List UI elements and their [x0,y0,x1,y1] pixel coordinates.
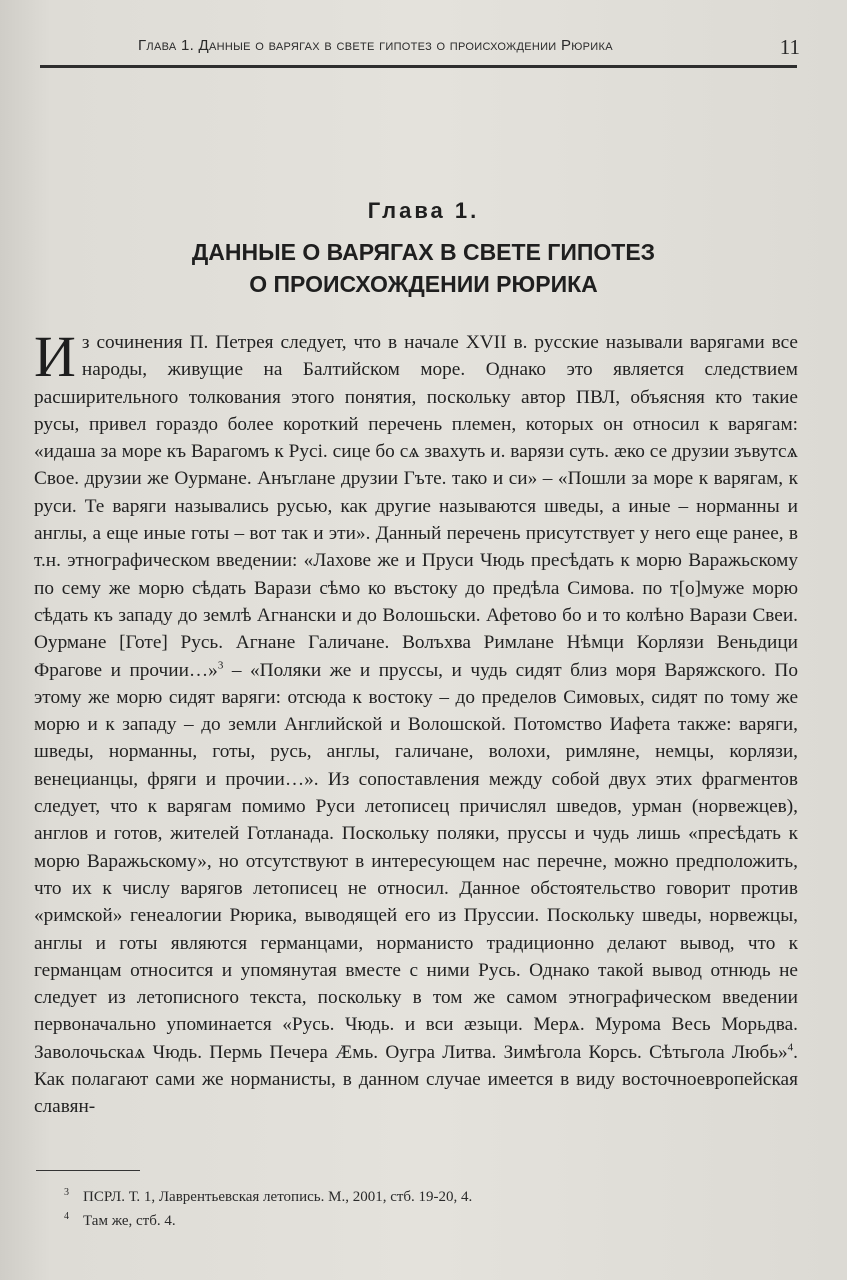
running-head: Глава 1. Данные о варягах в свете гипотез о происхождении Рюрика [138,37,613,54]
page-number: 11 [779,35,800,59]
header-rule [40,65,797,68]
page-header [40,33,800,63]
footnote-number: 3 [64,1187,69,1198]
body-text [34,324,798,1121]
footnote-ref-4[interactable]: 4 [787,1041,794,1054]
footnote-4 [64,1207,784,1231]
footnotes [64,1183,784,1231]
footnote-3 [64,1183,784,1207]
footnote-text: ПСРЛ. Т. 1, Лаврентьевская летопись. М., 2001, стб. 19-20, 4. [83,1189,473,1205]
footnote-rule [36,1170,140,1171]
chapter-title-line-1: ДАННЫЕ О ВАРЯГАХ В СВЕТЕ ГИПОТЕЗ [191,239,656,265]
footnote-number: 4 [64,1211,69,1222]
drop-cap: И [34,324,76,389]
body-text-part-3: . Как полагают сами же норманисты, в данном случае имеется в виду восточноевропейская славян- [34,1041,798,1118]
chapter-label: Глава 1. [367,198,480,223]
body-text-part-2: – «Поляки же и пруссы, и чудь сидят близ моря Варяжского. По этому же морю сидят варяги: отсюда к востоку – до пределов Симовых, сидят по тому же морю и к западу – до земли Английской и Волошской. Потомство Иафета также: варяги, шведы, норманны, готы, русь, англы, галичане, волохи, римляне, немцы, корлязи, венецианцы, фряги и прочии…». Из сопоставления между собой двух этих фрагментов следует, что к варягам помимо Руси летописец причислял шведов, урман (норвежцев), англов и готов, жителей Готланада. Поскольку поляки, пруссы и чудь лишь «пресѣдать к морю Варажьскому», но отсутствуют в интересующем нас перечне, можно предположить, что их к числу варягов летописец не относил. Данное обстоятельство говорит против «римской» генеалогии Рюрика, выводящей его из Пруссии. Поскольку шведы, норвежцы, англы и готы являются германцами, норманисто традиционно делают вывод, что к германцам относится и упомянутая вместе с ними Русь. Однако такой вывод отнюдь не следует из летописного текста, поскольку в том же самом этнографическом введении первоначально упоминается «Русь. Чюдь. и вси ӕзыци. Мерѧ. Мурома Весь Морьдва. Заволочьскаѧ Чюдь. Пермь Печера Ӕмь. Оугра Литва. Зимѣгола Корсь. Сѣтьгола Любь» [34,659,798,1063]
chapter-title [0,236,847,300]
body-paragraph [34,324,798,1121]
body-text-part-1: з сочинения П. Петрея следует, что в начале XVII в. русские называли варягами все народы, живущие на Балтийском море. Однако это является следствием расширительного толкования этого понятия, поскольку автор ПВЛ, объясняя кто такие русы, привел гораздо более короткий перечень племен, которых он относил к варягам: «идаша за море къ Варагомъ к Русі. сице бо сѧ звахуть и. варязи суть. ӕко се друзии зъвутсѧ Свое. друзии же Оурмане. Анъглане друзии Гъте. тако и си» – «Пошли за море к варягам, к руси. Те варяги назывались русью, как другие называются шведы, а иные – норманны и англы, а еще иные готы – вот так и эти». Данный перечень присутствует у него еще ранее, в т.н. этнографическом введении: «Лахове же и Пруси Чюдь пресѣдать к морю Варажьскому по сему же морю сѣдать Варази сѣмо ко въстоку до предѣла Симова. по т[о]муже морю сѣдать къ западу до землѣ Агнански и до Волошьски. Афетово бо и то колѣно Варази Свеи. Оурмане [Готе] Русь. Агнане Галичане. Волъхва Римлане Нѣмци Корлязи Веньдици Фрагове и прочии…» [34,332,798,681]
footnote-text: Там же, стб. 4. [83,1213,176,1229]
chapter-title-line-2: О ПРОИСХОЖДЕНИИ РЮРИКА [249,271,598,297]
footnote-ref-3[interactable]: 3 [217,659,224,672]
